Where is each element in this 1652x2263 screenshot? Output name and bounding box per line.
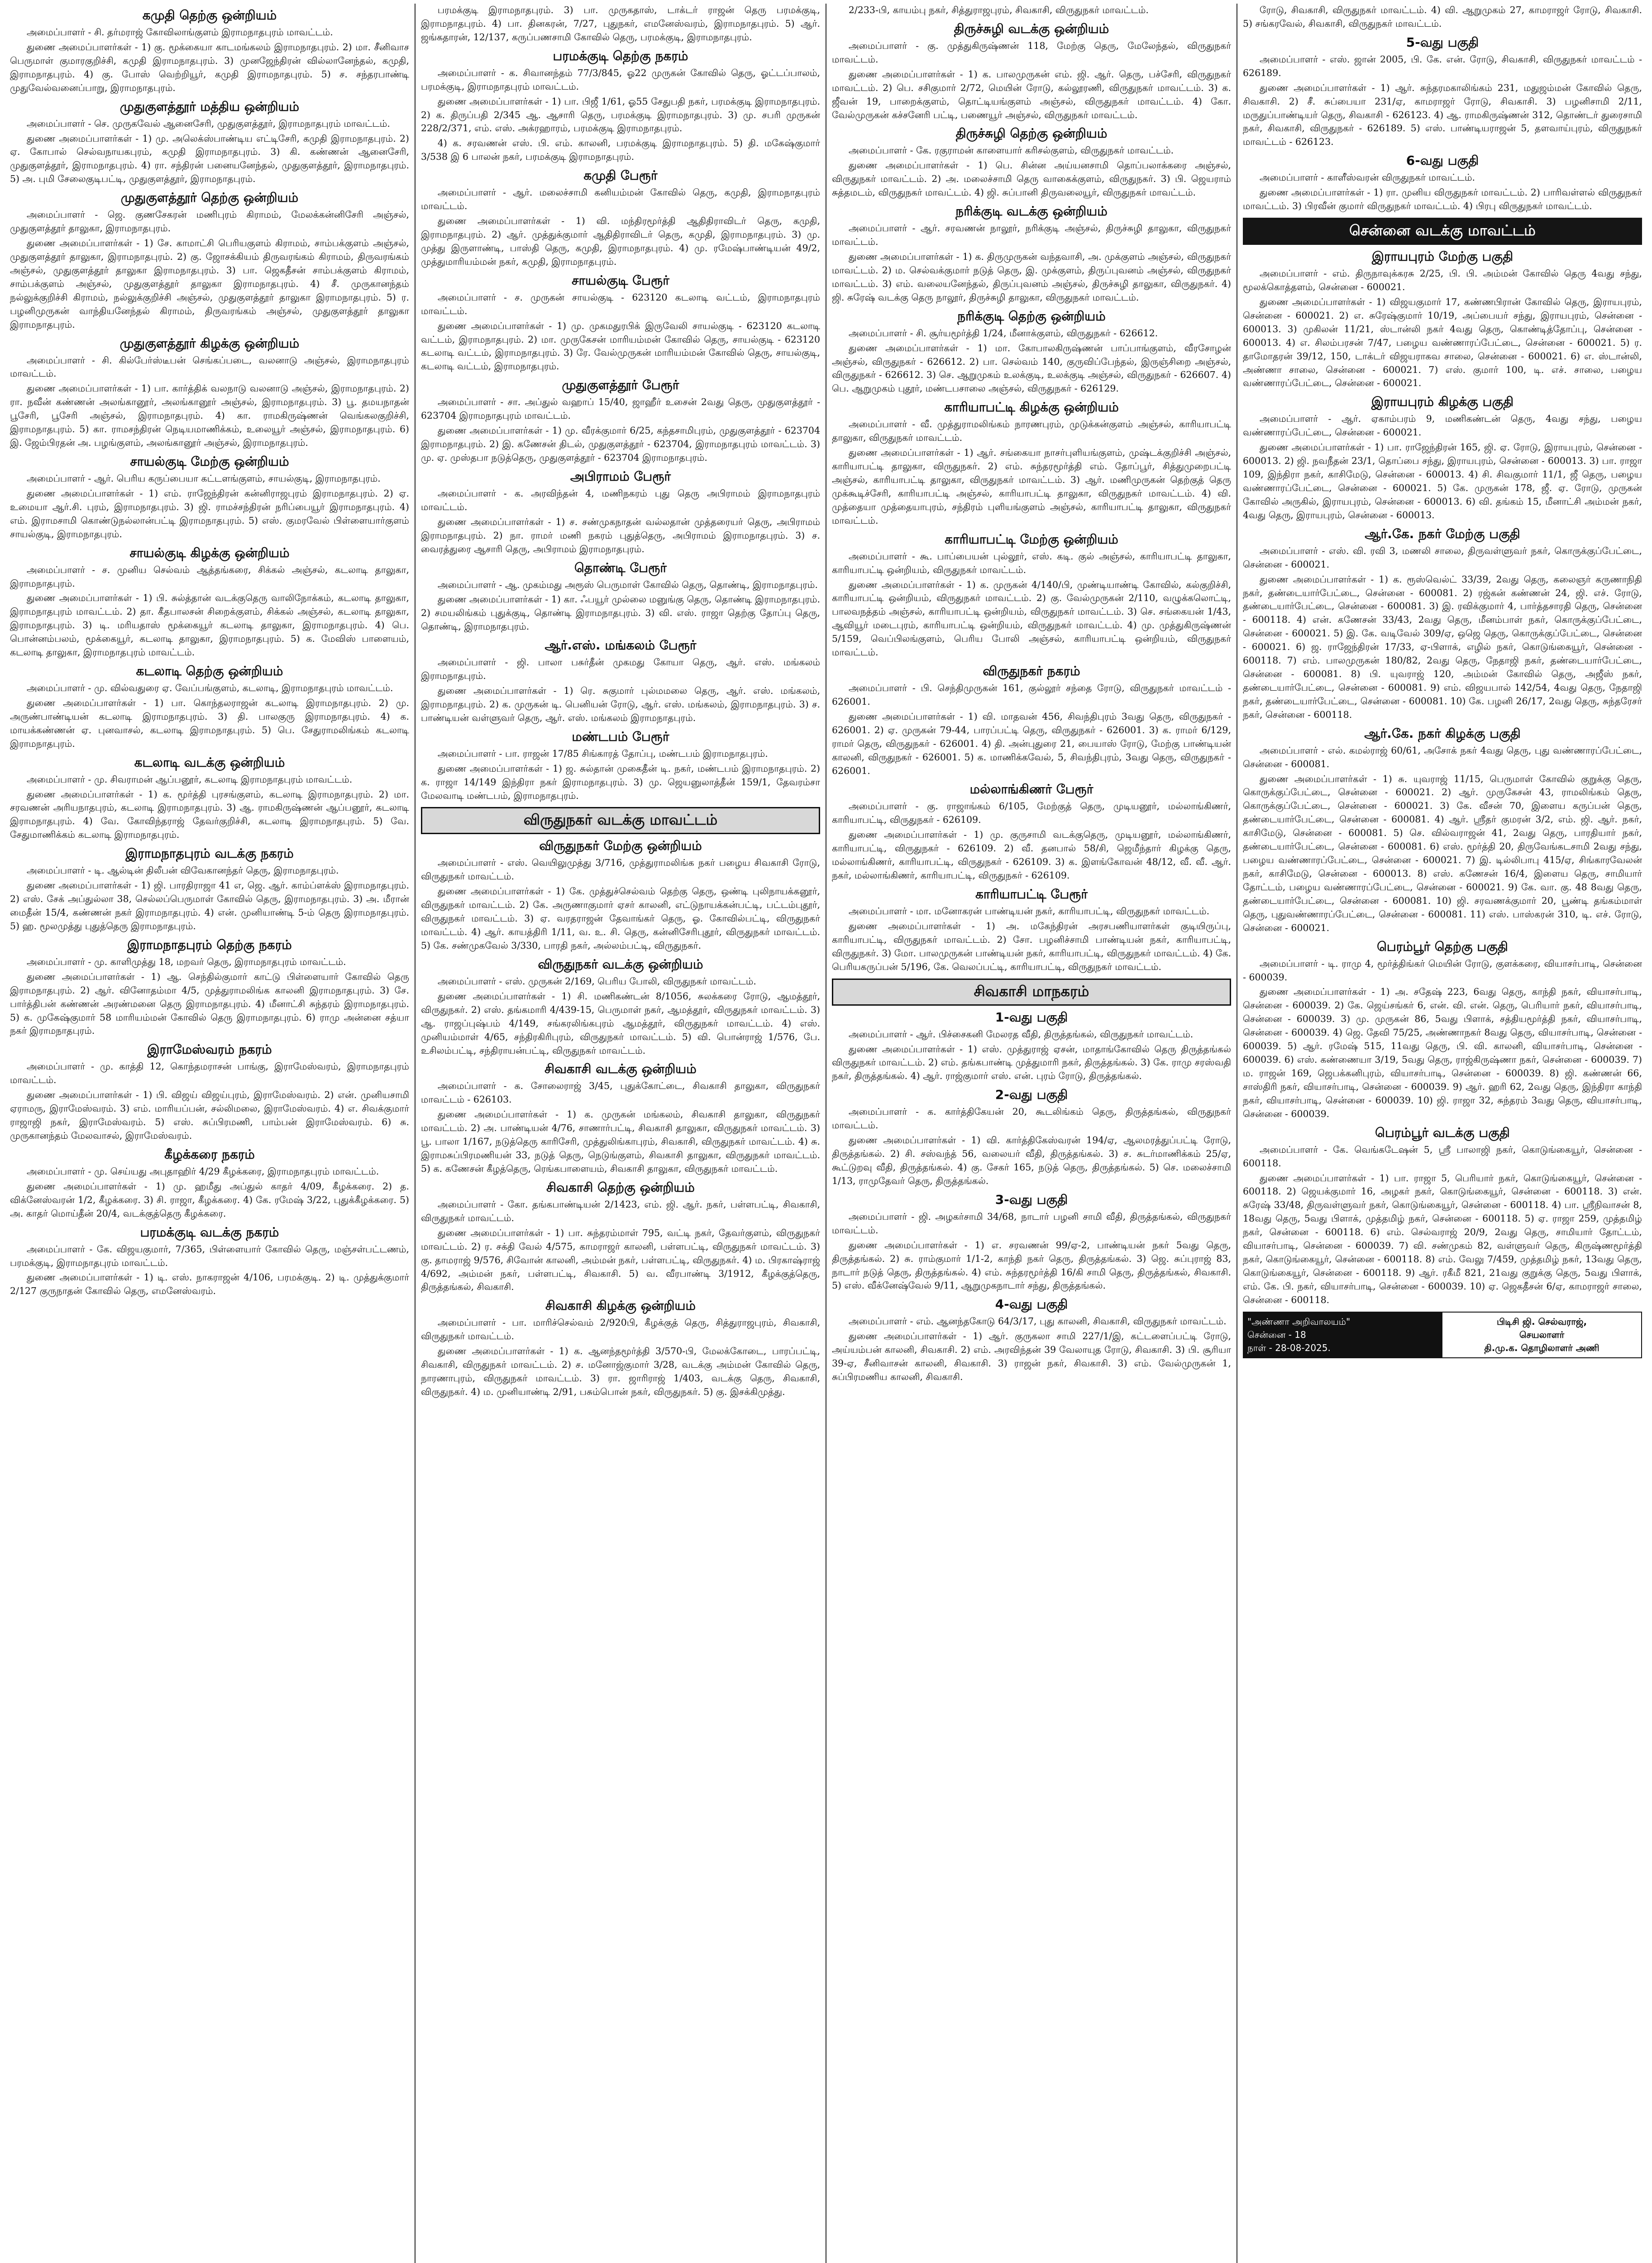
district-banner: விருதுநகர் வடக்கு மாவட்டம் bbox=[421, 807, 820, 834]
member-listing: அமைப்பாளர் - மு. வில்வதுரை ஏ. வேப்பங்குளம், கடலாடி, இராமநாதபுரம் மாவட்டம். bbox=[26, 683, 393, 694]
member-listing: துணை அமைப்பாளர்கள் - 1) மு. குருசாமி வடக்குதெரு, முடியனூர், மல்லாங்கிணர், காரியாபட்டி, விருதுநகர் - 626109. 2) வீ. தனபால் 58/சி, ஜெமீந்தார் கிழக்கு தெரு, மல்லாங்கிணர், காரியாபட்டி, விருதுநகர் - 626109. 3) க. இளங்கோவன் 48/12, வீ. வீ. ஆர். நகர், மல்லாங்கிணர், காரியாபட்டி, விருதுநகர் - 626109. bbox=[832, 829, 1231, 881]
section-title: காரியாபட்டி மேற்கு ஒன்றியம் bbox=[945, 531, 1118, 547]
section-title: 4-வது பகுதி bbox=[995, 1297, 1068, 1312]
section-title: திருச்சுழி வடக்கு ஒன்றியம் bbox=[954, 21, 1109, 36]
member-listing: அமைப்பாளர் - க. அரவிந்தன் 4, மணிநகரம் புது தெரு அபிராமம் இராமநாதபுரம் மாவட்டம். bbox=[421, 487, 820, 512]
member-listing: அமைப்பாளர் - ஆர். மலைச்சாமி கனியம்மன் கோவில் தெரு, கமுதி, இராமநாதபுரம் மாவட்டம். bbox=[421, 187, 820, 212]
member-listing: துணை அமைப்பாளர்கள் - 1) டி. எஸ். நாகராஜன் 4/106, பரமக்குடி. 2) டி. முத்துக்குமார் 2/127 குருநாதன் கோவில் தெரு, எமனேஸ்வரம். bbox=[10, 1272, 409, 1297]
member-listing: அமைப்பாளர் - ச. முருகன் சாயல்குடி - 623120 கடலாடி வட்டம், இராமநாதபுரம் மாவட்டம். bbox=[421, 291, 820, 316]
member-listing: துணை அமைப்பாளர்கள் - 1) ஆ. செந்தில்குமார் காட்டு பிள்ளையார் கோவில் தெரு இராமநாதபுரம். 2) ஆர். வினோதம்மா 4/5, முத்துராமலிங்க காலனி இராமநாதபுரம். 3) சே. பார்த்திபன் கண்ணன் அரண்மனை தெரு இராமநாதபுரம். 4) மீனாட்சி சுந்தரம் இராமநாதபுரம். 5) க. முகேஷ்குமார் 58 மாரியம்மன் கோவில் தெரு இராமநாதபுரம். 6) ராமு அன்னை சத்யா நகர் இராமநாதபுரம். bbox=[10, 971, 409, 1036]
member-listing: துணை அமைப்பாளர்கள் - 1) சி. மணிகண்டன் 8/1056, சுலக்கரை ரோடு, ஆமத்தூர், விருதுநகர். 2) எஸ். தங்கமாரி 4/439-15, பெருமாள் நகர், ஆமத்தூர், விருதுநகர் மாவட்டம். 3) ஆ. ராஜப்புஷ்பம் 4/149, சங்கரலிங்கபுரம் ஆமத்தூர், விருதுநகர் மாவட்டம். 4) எஸ். முனியம்மாள் 4/65, சந்திரகிரிபுரம், விருதுநகர் மாவட்டம். 5) வி. பொன்ராஜ் 1/576, பே. உசிலம்பட்டி, சந்திராயன்பட்டி, விருதுநகர் மாவட்டம். bbox=[421, 990, 820, 1056]
member-listing: அமைப்பாளர் - எல். கமல்ராஜ் 60/61, அசோக் நகர் 4வது தெரு, புது வண்ணாரப்பேட்டை, சென்னை - 600081. bbox=[1243, 745, 1642, 769]
member-listing: துணை அமைப்பாளர்கள் - 1) எஸ். முத்துராஜ் ஏசன், மாதாங்கோவில் தெரு திருத்தங்கல் விருதுநகர் மாவட்டம். 2) எம். தங்கபாண்டி முத்துமாரி நகர், திருத்தங்கல். 3) கே. ராமு சரஸ்வதி நகர், திருத்தங்கல். 4) ஆர். ராஜ்குமார் எஸ். என். புரம் ரோடு, திருத்தங்கல். bbox=[832, 1043, 1231, 1082]
section-title: பெரம்பூர் வடக்கு பகுதி bbox=[1375, 1125, 1510, 1140]
member-listing: அமைப்பாளர் - ஜி. பாலா பசுர்தீன் முகமது கோயா தெரு, ஆர். எஸ். மங்கலம் இராமநாதபுரம். bbox=[421, 657, 820, 682]
section-title: ஆர்.கே. நகர் கிழக்கு பகுதி bbox=[1364, 726, 1521, 741]
member-listing: துணை அமைப்பாளர்கள் - 1) சு. யுவராஜ் 11/15, பெருமாள் கோவில் குறுக்கு தெரு, கொருக்குப்பேட்டை, சென்னை - 600021. 2) ஆர். முருகேசன் 43, ராமலிங்கம் தெரு, கொருக்குப்பேட்டை, சென்னை - 600021. 3) கே. வீசன் 70, இளைய கருப்பன் தெரு, தண்டையார்பேட்டை, சென்னை - 600081. 4) ஆர். ஸ்ரீதர் குமரன் 3/2, எம். ஜி. ஆர். நகர், காசிமேடு, சென்னை - 600081. 5) செ. வில்வராஜன் 41, 2வது தெரு, பாரதியார் நகர், தண்டையார்பேட்டை, சென்னை - 600081. 6) எஸ். மூர்த்தி 20, திருவேங்கடசாமி 2வது சந்து, பழைய வண்ணாரப்பேட்டை, சென்னை - 600021. 7) இ. டில்லிபாபு 415/ஏ, சிங்காரவேலன் நகர், காசிமேடு, சென்னை - 600013. 8) எஸ். கணேசன் 16/4, இளைய தெரு, சாமியார் தோட்டம், பழைய வண்ணாரப்பேட்டை, சென்னை - 600021. 9) கே. வா. கு. 48 8வது தெரு, தண்டையார்பேட்டை, சென்னை - 600081. 10) ஜி. சரவணக்குமார் 20, பூண்டி தங்கம்மாள் தெரு, புதுவண்ணாரப்பேட்டை, சென்னை - 600081. 11) எஸ். பாஸ்கரன் 310, டி. எச். ரோடு, சென்னை - 600021. bbox=[1243, 773, 1642, 933]
section-title: முதுகுளத்தூர் கிழக்கு ஒன்றியம் bbox=[119, 335, 300, 351]
section-title: 3-வது பகுதி bbox=[995, 1192, 1068, 1207]
section-title: கடலாடி வடக்கு ஒன்றியம் bbox=[134, 754, 285, 770]
member-listing: அமைப்பாளர் - க. சோலைராஜ் 3/45, புதுக்கோட்டை, சிவகாசி தாலுகா, விருதுநகர் மாவட்டம் - 626103. bbox=[421, 1080, 820, 1105]
member-listing: துணை அமைப்பாளர்கள் - 1) எம். ராஜேந்திரன் கன்னிராஜபுரம் இராமநாதபுரம். 2) ஏ. உமையா ஆர்.சி. புரம், இராமநாதபுரம். 3) ஜி. ராமச்சந்திரன் நரிப்பையூர் இராமநாதபுரம். 4) எம். இராமசாமி கொண்டுநல்லான்பட்டி இராமநாதபுரம். 5) எஸ். குமரவேல் பிள்ளையார்குளம் சாயல்குடி, இராமநாதபுரம். bbox=[10, 487, 409, 539]
member-listing: அமைப்பாளர் - செ. முருகவேல் ஆனைசேரி, முதுகுளத்தூர், இராமநாதபுரம் மாவட்டம். bbox=[26, 118, 390, 129]
member-listing: துணை அமைப்பாளர்கள் - 1) பா. பிஜீ 1/61, ஓ55 சேதுபதி நகர், பரமக்குடி இராமநாதபுரம். 2) க. திருப்பதி 2/345 ஆ. ஆசாரி தெரு, பரமக்குடி இராமநாதபுரம். 3) மு. சபரி முருகன் 228/2/371, எம். எஸ். அக்ரஹாரம், பரமக்குடி இராமநாதபுரம். bbox=[421, 95, 820, 134]
member-listing: துணை அமைப்பாளர்கள் - 1) வி. கார்த்திகேஸ்வரன் 194/ஏ, ஆலமரத்துப்பட்டி ரோடு, திருத்தங்கல். 2) சி. சஸ்வந்த் 56, வலையர் வீதி, திருத்தங்கல். 3) ச. சுடர்மாணிக்கம் 25/ஏ, கூட்டுறவு வீதி, திருத்தங்கல். 4) கு. சேகர் 165, நடுத் தெரு, திருத்தங்கல். 5) செ. மலைச்சாமி 1/13, ராமுதேவர் தெரு, திருத்தங்கல். bbox=[832, 1135, 1231, 1186]
member-listing: துணை அமைப்பாளர்கள் - 1) பா. கார்த்திக் வலநாடு வலனாடு அஞ்சல், இராமநாதபுரம். 2) ரா. நவீன் கண்ணன் அலங்கானூர், அலங்கானூர் அஞ்சல், இராமநாதபுரம். 3) பூ. தமயநாதன் பூசேரி, பூசேரி அஞ்சல், இராமநாதபுரம். 4) கா. ராமகிருஷ்ணன் வெங்கலகுறிச்சி, இராமநாதபுரம். 5) கா. ராமசந்திரன் நெடியமாணிக்கம், உலையூர் அஞ்சல், இராமநாதபுரம். 6) இ. ஜேம்பிரதன் அ. பழங்குளம், அலங்கானூர் அஞ்சல், இராமநாதபுரம். bbox=[10, 383, 409, 449]
district-banner: சென்னை வடக்கு மாவட்டம் bbox=[1243, 218, 1642, 245]
member-listing: துணை அமைப்பாளர்கள் - 1) அ. மகேந்திரன் அரசபணியாளர்கள் குடியிருப்பு, காரியாபட்டி, விருதுநகர் மாவட்டம். 2) சோ. பழனிச்சாமி பாண்டியன் நகர், காரியாபட்டி, விருதுநகர். 3) மோ. பாலமுருகன் பாண்டியன் நகர், காரியாபட்டி, விருதுநகர் மாவட்டம். 4) கே. பெரியகருப்பன் 5/196, கே. வெலப்பட்டி, காரியாபட்டி, விருதுநகர் மாவட்டம். bbox=[832, 920, 1231, 972]
member-listing: துணை அமைப்பாளர்கள் - 1) பெ. சின்ன அய்யனசாமி தொப்பலாக்கரை அஞ்சல், விருதுநகர் மாவட்டம். 2) அ. மலைச்சாமி தெரு வாகைக்குளம், விருதுநகர். 3) பி. ஜெயராம் சுத்தமடம், விருதுநகர் மாவட்டம். 4) ஜி. சுப்பானி திருவலையூர், விருதுநகர் மாவட்டம். bbox=[832, 160, 1231, 198]
member-listing: அமைப்பாளர் - மு. காத்தி 12, கொந்தமராசன் பாங்கு, இராமேஸ்வரம், இராமநாதபுரம் மாவட்டம். bbox=[10, 1061, 409, 1086]
member-listing: துணை அமைப்பாளர்கள் - 1) கு. மூக்கையா காடமங்கலம் இராமநாதபுரம். 2) மா. சீனிவாச பெருமாள் குமாரகுறிச்சி, கமுதி இராமநாதபுரம். 3) முனஜேந்திரன் வில்லானேந்தல், கமுதி, இராமநாதபுரம். 4) கு. போஸ் வெற்றியூர், கமுதி இராமநாதபுரம். 5) ச. சந்தரபாண்டி முதுவேல்வனைப்பாறு, இராமநாதபுரம். bbox=[10, 41, 409, 93]
member-listing: துணை அமைப்பாளர்கள் - 1) க. முருகன் மங்கலம், சிவகாசி தாலுகா, விருதுநகர் மாவட்டம். 2) அ. பாண்டியன் 4/76, சாணார்பட்டி, சிவகாசி தாலுகா, விருதுநகர் மாவட்டம். 3) பூ. பாலா 1/167, நடுத்தெரு காரிசேரி, முத்துலிங்காபுரம், சிவகாசி, விருதுநகர் மாவட்டம். 4) சு. இராமசுப்பிரமணியன் 33, நடுத் தெரு, நெடுங்குளம், சிவகாசி தாலுகா, விருதுநகர் மாவட்டம். 5) க. கணேசன் கீழத்தெரு, ரெங்கபாளையம், சிவகாசி தாலுகா, விருதுநகர் மாவட்டம். bbox=[421, 1109, 820, 1174]
member-listing: துணை அமைப்பாளர்கள் - 1) ஜி. பாரதிராஜா 41 எ, ஜெ. ஆர். காம்ப்ளக்ஸ் இராமநாதபுரம். 2) எஸ். சேக் அப்துல்லா 38, செல்லப்பெருமாள் கோவில் தெரு, இராமநாதபுரம். 3) அ. மீரான் மைதீன் 15/4, கண்ணன் நகர் இராமநாதபுரம். 4) என். முனியாண்டி 5-ம் தெரு இராமநாதபுரம். 5) ஹ. மூலமுத்து புதுத்தெரு இராமநாதபுரம். bbox=[10, 880, 409, 931]
section-title: கடலாடி தெற்கு ஒன்றியம் bbox=[136, 664, 283, 679]
member-listing: அமைப்பாளர் - சி. கில்பேர்ஸ்டீபன் செங்கப்படை, வலனாடு அஞ்சல், இராமநாதபுரம் மாவட்டம். bbox=[10, 354, 409, 379]
member-listing: அமைப்பாளர் - கோ. தங்கபாண்டியன் 2/1423, எம். ஜி. ஆர். நகர், பள்ளபட்டி, சிவகாசி, விருதுநகர் மாவட்டம். bbox=[421, 1198, 820, 1223]
member-listing: துணை அமைப்பாளர்கள் - 1) மு. வீரக்குமார் 6/25, கந்தசாமிபுரம், முதுகுளத்தூர் - 623704 இராமநாதபுரம். 2) இ. கணேசன் திடல், முதுகுளத்தூர் - 623704, இராமநாதபுரம் மாவட்டம். 3) மு. ஏ. முஸ்தபா நடுத்தெரு, முதுகுளத்தூர் - 623704 இராமநாதபுரம். bbox=[421, 425, 820, 463]
section-title: ஆர்.கே. நகர் மேற்கு பகுதி bbox=[1365, 526, 1520, 541]
member-listing: அமைப்பாளர் - எஸ். வி. ரவி 3, மணலி சாலை, திருவள்ளுவர் நகர், கொருக்குப்பேட்டை, சென்னை - 600021. bbox=[1243, 545, 1642, 570]
footer-signatory bbox=[1442, 1313, 1641, 1357]
member-listing: துணை அமைப்பாளர்கள் - 1) க. மூர்த்தி புரசங்குளம், கடலாடி இராமநாதபுரம். 2) மா. சரவணன் அரியநாதபுரம், கடலாடி இராமநாதபுரம். 3) ஆ. ராமகிருஷ்ணன் ஆப்பனூர், கடலாடி இராமநாதபுரம். 4) வே. கோவிந்தராஜ் தேவர்குறிச்சி, கடலாடி இராமநாதபுரம். 5) வே. சேதுமாணிக்கம் கடலாடி இராமநாதபுரம். bbox=[10, 788, 409, 840]
district-banner: சிவகாசி மாநகரம் bbox=[832, 979, 1231, 1006]
member-listing: துணை அமைப்பாளர்கள் - 1) ரா. முனிய விருதுநகர் மாவட்டம். 2) பாரிவள்ளல் விருதுநகர் மாவட்டம். 3) பிரவீன் குமார் விருதுநகர் மாவட்டம். 4) பிரபு விருதுநகர் மாவட்டம். bbox=[1243, 187, 1642, 212]
section-title: சிவகாசி கிழக்கு ஒன்றியம் bbox=[545, 1298, 696, 1313]
section-title: நரிக்குடி தெற்கு ஒன்றியம் bbox=[957, 308, 1106, 324]
section-title: பரமக்குடி தெற்கு நகரம் bbox=[553, 48, 688, 63]
member-listing: துணை அமைப்பாளர்கள் - 1) எ. சரவணன் 99/ஏ-2, பாண்டியன் நகர் 5வது தெரு, திருத்தங்கல். 2) சு. ராம்குமார் 1/1-2, காந்தி நகர் தெரு, திருத்தங்கல். 3) ஜெ. சுப்புராஜ் 83, நாடார் நடுத் தெரு, திருத்தங்கல். 4) எம். சுந்தரமூர்த்தி 16/கி சாமி தெரு, திருத்தங்கல், சிவகாசி. 5) எஸ். வீக்னேஷ்வேல் 9/11, ஆறுமுகநாடார் சந்து, திருத்தங்கல். bbox=[832, 1239, 1231, 1291]
member-listing: அமைப்பாளர் - பா. ராஜன் 17/85 சிங்காரத் தோப்பு, மண்டபம் இராமநாதபுரம். bbox=[437, 748, 768, 759]
member-listing: துணை அமைப்பாளர்கள் - 1) விஜயகுமார் 17, கண்ணபிரான் கோவில் தெரு, இராயபுரம், சென்னை - 600021. 2) எ. சுரேஷ்குமார் 10/19, அப்பையர் சந்து, இராயபுரம், சென்னை - 600013. 3) முகிலன் 11/21, ஸ்டான்லி நகர் 4வது தெரு, கொண்டித்தோப்பு, சென்னை - 600013. 4) எ. சிலம்பரசன் 7/47, பழைய வண்ணாரப்பேட்டை, சென்னை - 600021. 5) ர. தாமோதரன் 39/12, 150, டாக்டர் விஜயராகவ சாலை, சென்னை - 600021. 6) எ. ஸ்டான்லி, அண்ணா சாலை, சென்னை - 600021. 7) எஸ். குமார் 100, டி. எச். சாலை, பழைய வண்ணாரப்பேட்டை, சென்னை - 600021. bbox=[1243, 296, 1642, 389]
section-title: விருதுநகர் வடக்கு ஒன்றியம் bbox=[538, 956, 703, 972]
section-title: இராமேஸ்வரம் நகரம் bbox=[147, 1042, 272, 1057]
member-listing: துணை அமைப்பாளர்கள் - 1) ஜ. சுல்தான் முகைதீன் டி. நகர், மண்டபம் இராமநாதபுரம். 2) க. ராஜா 14/149 இந்திரா நகர் இராமநாதபுரம். 3) மு. ஜெயனுலாத்தீன் 159/1, தேவரம்சா மேலவாடி மண்டபம், இராமநாதபுரம். bbox=[421, 763, 820, 801]
member-listing: அமைப்பாளர் - காளீஸ்வரன் விருதுநகர் மாவட்டம். bbox=[1259, 172, 1475, 183]
member-listing: துணை அமைப்பாளர்கள் - 1) ஆர். குருகலா சாமி 227/1/இ, கட்டளைப்பட்டி ரோடு, அய்யம்பன் காலனி, சிவகாசி. 2) எம். அரவிந்தன் 39 வேலாயுத ரோடு, சிவகாசி. 3) பி. சூரியா 39-ஏ, சீனிவாசன் காலனி, சிவகாசி. 3) ராஜன் நகர், சிவகாசி. 3) எம். வேல்முருகன் 1, சுப்பிரமணிய காலனி, சிவகாசி. bbox=[832, 1331, 1231, 1383]
member-listing: துணை அமைப்பாளர்கள் - 1) வி. மந்திரமூர்த்தி ஆதிதிராவிடர் தெரு, கமுதி, இராமநாதபுரம். 2) ஆர். முத்துக்குமார் ஆதிதிராவிடர் தெரு, கமுதி, இராமநாதபுரம். 3) மு. முத்து இருளாண்டி, பாஸ்தி தெரு, கமுதி, இராமநாதபுரம். 4) மு. ரமேஷ்பாண்டியன் 49/2, முத்துமாரியம்மன் நகர், கமுதி, இராமநாதபுரம். bbox=[421, 215, 820, 267]
member-listing: துணை அமைப்பாளர்கள் - 1) மு. முகமதுரபிக் இருவேலி சாயல்குடி - 623120 கடலாடி வட்டம், இராமநாதபுரம். 2) மா. முருகேசன் மாரியம்மன் கோவில் தெரு, சாயல்குடி - 623120 கடலாடி வட்டம், இராமநாதபுரம். 3) ரே. வேல்முருகன் மாரியம்மன் கோவில் தெரு, சாயல்குடி, கடலாடி வட்டம், இராமநாதபுரம். bbox=[421, 320, 820, 372]
section-title: சிவகாசி வடக்கு ஒன்றியம் bbox=[544, 1061, 697, 1077]
member-listing: துணை அமைப்பாளர்கள் - 1) க. ஆனந்தமூர்த்தி 3/570-பி, மேலக்கோடை, பாரப்பட்டி, சிவகாசி, விருதுநகர் மாவட்டம். 2) ச. மனோஜ்குமார் 3/28, வடக்கு அம்மன் கோவில் தெரு, நாரணாபுரம், விருதுநகர் மாவட்டம். 3) ரா. ஜாரிராஜ் 1/403, வடக்கு தெரு, சிவகாசி, விருதுநகர். 4) ம. முனியாண்டி 2/91, பசும்பொன் நகர், விருதுநகர். 5) கு. இசக்கிமுத்து. bbox=[421, 1346, 820, 1397]
member-listing: துணை அமைப்பாளர்கள் - 1) பி. சுல்த்தான் வடக்குதெரு வாலிநோக்கம், கடலாடி தாலுகா, இராமநாதபுரம் மாவட்டம். 2) தா. கீதபாலசன் சிறைக்குளம், சிக்கல் அஞ்சல், கடலாடி தாலுகா, இராமநாதபுரம். 3) டி. மரியதாஸ் மூக்கையூர் கடலாடி தாலுகா, இராமநாதபுரம். 4) பெ. பொன்னம்பலம், மூக்கையூர், கடலாடி தாலுகா, இராமநாதபுரம். 5) க. மேவிஸ் பாளையம், கடலாடி தாலுகா, இராமநாதபுரம் மாவட்டம். bbox=[10, 592, 409, 658]
member-listing: அமைப்பாளர் - ஆர். பிச்சைகனி மேலரத வீதி, திருத்தங்கல், விருதுநகர் மாவட்டம். bbox=[848, 1028, 1194, 1040]
member-listing: துணை அமைப்பாளர்கள் - 1) சே. காமாட்சி பெரியகுளம் கிராமம், சாம்பக்குளம் அஞ்சல், முதுகுளத்தூர் தாலுகா, இராமநாதபுரம். 2) கு. ஜோசக்கியம் திருவரங்கம் கிராமம், திருவரங்கம் அஞ்சல், முதுகுளத்தூர் தாலுகா இராமநாதபுரம். 3) பா. ஜெகதீசன் சாம்பக்குளம் கிராமம், சாம்பக்குளம் அஞ்சல், முதுகுளத்தூர் தாலுகா இராமநாதபுரம். 4) சீ. முருகானந்தம் நல்லுக்குறிச்சி கிராமம், நல்லுக்குறிச்சி அஞ்சல், முதுகுளத்தூர் தாலுகா இராமநாதபுரம். 5) ர. பழனிமுருகன் வாந்தியனேந்தல் கிராமம், திருவரங்கம் அஞ்சல், முதுகுளத்தூர் தாலுகா இராமநாதபுரம். bbox=[10, 238, 409, 330]
member-listing: 2/233-பி, காயம்பு நகர், சித்துராஜபுரம், சிவகாசி, விருதுநகர் மாவட்டம். bbox=[848, 5, 1149, 15]
member-listing: அமைப்பாளர் - சா. அப்துல் வஹாப் 15/40, ஜாஹீர் உசைன் 2வது தெரு, முதுகுளத்தூர் - 623704 இராமநாதபுரம் மாவட்டம். bbox=[421, 396, 820, 421]
member-listing: அமைப்பாளர் - மு. செய்யது அபுதாஹிர் 4/29 கீழக்கரை, இராமநாதபுரம் மாவட்டம். bbox=[26, 1165, 379, 1177]
signature-footer bbox=[1243, 1312, 1642, 1358]
section-title: 2-வது பகுதி bbox=[995, 1087, 1068, 1103]
member-listing: 4) க. சரவணன் எஸ். பி. எம். காலனி, பரமக்குடி இராமநாதபுரம். 5) தி. மகேஷ்குமார் 3/538 இ 6 பாலன் நகர், பரமக்குடி இராமநாதபுரம். bbox=[421, 138, 820, 162]
member-listing: பரமக்குடி இராமநாதபுரம். 3) பா. முருகதாஸ், டாக்டர் ராஜன் தெரு பரமக்குடி, இராமநாதபுரம். 4) பா. தினகரன், 7/27, புதுநகர், எமனேஸ்வரம், இராமநாதபுரம். 5) ஆர். ஜங்கதாரன், 12/137, கருப்பணசாமி கோவில் தெரு, பரமக்குடி, இராமநாதபுரம். bbox=[421, 5, 820, 43]
member-listing: அமைப்பாளர் - சி. சூர்யமூர்த்தி 1/24, மீனாக்குளம், விருதுநகர் - 626612. bbox=[848, 327, 1158, 339]
signatory-name: பிடிசி ஜி. செல்வராஜ், bbox=[1496, 1316, 1587, 1327]
section-title: 6-வது பகுதி bbox=[1406, 153, 1479, 168]
member-listing: துணை அமைப்பாளர்கள் - 1) மு. ஹமீது அப்துல் காதர் 4/09, கீழக்கரை. 2) த. விக்னேஸ்வரன் 1/2, கீழக்கரை. 3) சி. ராஜா, கீழக்கரை. 4) கே. ரமேஷ் 3/22, புதுக்கீழக்கரை. 5) அ. காதர் மொய்தீன் 20/4, வடக்குத்தெரு கீழக்கரை. bbox=[10, 1180, 409, 1219]
member-listing: அமைப்பாளர் - வீ. முத்துராமலிங்கம் நாரணபுரம், முடுக்கன்குளம் அஞ்சல், காரியாபட்டி தாலுகா, விருதுநகர் மாவட்டம். bbox=[832, 419, 1231, 444]
section-title: இராமநாதபுரம் வடக்கு நகரம் bbox=[125, 846, 294, 861]
section-title: நரிக்குடி வடக்கு ஒன்றியம் bbox=[955, 204, 1108, 219]
member-listing: துணை அமைப்பாளர்கள் - 1) கா. ஃபயூர் முல்லை மனுங்கு தெரு, தொண்டி இராமநாதபுரம். 2) சமயலிங்கம் புதுக்குடி, தொண்டி இராமநாதபுரம். 3) வி. எஸ். ராஜா தெற்கு தோப்பு தெரு, தொண்டி, இராமநாதபுரம். bbox=[421, 594, 820, 632]
member-listing: துணை அமைப்பாளர்கள் - 1) மா. கோபாலகிருஷ்ணன் பாப்பாங்குளம், வீரசோழன் அஞ்சல், விருதுநகர் - 626612. 2) பா. செல்வம் 140, குருவிப்பேந்தல், இருஞ்சிறை அஞ்சல், விருதுநகர் - 626612. 3) செ. ஆறுமுகம் உலக்குடி, உலக்குடி அஞ்சல், விருதுநகர் - 626607. 4) பெ. ஆறுமுகம் புதூர், மண்டபசாலை அஞ்சல், விருதுநகர் - 626129. bbox=[832, 342, 1231, 394]
member-listing: அமைப்பாளர் - கே. வெங்கடேஷன் 5, ஸ்ரீ பாலாஜி நகர், கொடுங்கையூர், சென்னை - 600118. bbox=[1243, 1144, 1642, 1169]
member-listing: அமைப்பாளர் - எம். திருநாவுக்கரசு 2/25, பி. பி. அம்மன் கோவில் தெரு 4வது சந்து, மூலக்கொத்தளம், சென்னை - 600021. bbox=[1243, 268, 1642, 292]
member-listing: துணை அமைப்பாளர்கள் - 1) ஆர். சங்கையா நாசர்புளியங்குளம், முஷ்டக்குறிச்சி அஞ்சல், காரியாபட்டி தாலுகா, விருதுநகர். 2) எம். சுந்தரமூர்த்தி எம். தோப்பூர், சித்துமுறைபட்டி அஞ்சல், காரியாபட்டி தாலுகா, விருதுநகர் மாவட்டம். 3) ஆர். மணிமுருகன் தெற்குத் தெரு முக்கூடிச்சேரி, காரியாபட்டி அஞ்சல், காரியாபட்டி தாலுகா, விருதுநகர் மாவட்டம். 4) வி. முத்தையா முத்தையாபுரம், சந்திரம் புளியங்குளம் அஞ்சல், காரியாபட்டி தாலுகா, விருதுநகர் மாவட்டம். bbox=[832, 447, 1231, 526]
footer-date: நாள் - 28-08-2025. bbox=[1247, 1342, 1331, 1353]
section-title: பெரம்பூர் தெற்கு பகுதி bbox=[1377, 939, 1508, 954]
section-title: இராயபுரம் மேற்கு பகுதி bbox=[1371, 249, 1514, 264]
member-listing: துணை அமைப்பாளர்கள் - 1) பா. ராஜேந்திரன் 165, ஜி. ஏ. ரோடு, இராயபுரம், சென்னை - 600013. 2) ஜி. நவநீதன் 23/1, தொப்பை சந்து, இராயபுரம், சென்னை - 600013. 3) பா. ராஜா 109, இந்திரா நகர், காசிமேடு, சென்னை - 600013. 4) சி. சிவகுமார் 11/1, ஜீ தெரு, பழைய வண்ணாரப்பேட்டை, சென்னை - 600021. 5) கே. முருகன் 178, ஜீ. ஏ. ரோடு, முருகன் கோவில் அருகில், இராயபுரம், சென்னை - 600013. 6) வி. தங்கம் 15, மீனாட்சி அம்மன் நகர், 4வது தெரு, இராயபுரம், சென்னை - 600013. bbox=[1243, 442, 1642, 520]
section-title: முதுகுளத்தூர் மத்திய ஒன்றியம் bbox=[119, 99, 300, 114]
member-listing: துணை அமைப்பாளர்கள் - 1) பா. சுந்தரம்மாள் 795, வட்டி நகர், தேவர்குளம், விருதுநகர் மாவட்டம். 2) ர. சக்தி வேல் 4/575, காமராஜர் காலனி, பள்ளபட்டி, விருதுநகர் மாவட்டம். 3) கு. தாமராஜ் 9/576, சிவோன் காலனி, அம்மன் நகர், பள்ளபட்டி, விருதுநகர். 4) ம. பிரகாஷ்ராஜ் 4/692, அம்மன் நகர், பள்ளபட்டி, சிவகாசி. 5) வ. வீரபாண்டி 3/1912, கீழக்குத்தெரு, திருத்தங்கல், சிவகாசி. bbox=[421, 1227, 820, 1293]
member-listing: அமைப்பாளர் - எம். ஆனந்தகோடு 64/3/17, புது காலனி, சிவகாசி, விருதுநகர் மாவட்டம். bbox=[848, 1316, 1227, 1327]
signatory-role: செயலாளர் bbox=[1519, 1329, 1565, 1340]
member-listing: துணை அமைப்பாளர்கள் - 1) ரெ. சுகுமார் புல்மமலை தெரு, ஆர். எஸ். மங்கலம், இராமநாதபுரம். 2) க. முருகன் டி. பெனியன் ரோடு, ஆர். எஸ். மங்கலம், இராமநாதபுரம். 3) ச. பாண்டியன் வள்ளுவர் தெரு, ஆர். எஸ். மங்கலம் இராமநாதபுரம். bbox=[421, 685, 820, 723]
member-listing: அமைப்பாளர் - மு. காளிமுத்து 18, மறவர் தெரு, இராமநாதபுரம் மாவட்டம். bbox=[26, 956, 346, 967]
section-title: மண்டபம் பேரூர் bbox=[572, 729, 669, 744]
member-listing: அமைப்பாளர் - டி. ஆல்டின் திலீபன் விவேகானந்தர் தெரு, இராமநாதபுரம். bbox=[26, 865, 339, 876]
member-listing: அமைப்பாளர் - ச. முனிய செல்வம் ஆத்தங்கரை, சிக்கல் அஞ்சல், கடலாடி தாலுகா, இராமநாதபுரம். bbox=[10, 564, 409, 589]
member-listing: அமைப்பாளர் - டி. ராமு 4, மூர்த்திங்கர் மெயின் ரோடு, குளக்கரை, வியாசர்பாடி, சென்னை - 600039. bbox=[1243, 958, 1642, 983]
member-listing: அமைப்பாளர் - ஜெ. குணசேகரன் மணிபுரம் கிராமம், மேலக்கன்னிசேரி அஞ்சல், முதுகுளத்தூர் தாலுகா, இராமநாதபுரம். bbox=[10, 209, 409, 234]
section-title: இராமநாதபுரம் தெற்கு நகரம் bbox=[127, 937, 292, 952]
section-title: சாயல்குடி கிழக்கு ஒன்றியம் bbox=[129, 545, 290, 560]
section-title: அபிராமம் பேரூர் bbox=[570, 468, 671, 484]
section-title: ஆர்.எஸ். மங்கலம் பேரூர் bbox=[544, 638, 697, 653]
section-title: கமுதி பேரூர் bbox=[583, 168, 658, 183]
section-title: கீழக்கரை நகரம் bbox=[164, 1146, 255, 1162]
member-listing: அமைப்பாளர் - கே. ரகுராமன் காளையார் கரிசல்குளம், விருதுநகர் மாவட்டம். bbox=[848, 145, 1174, 156]
member-listing: அமைப்பாளர் - ஆர். ஏகாம்பரம் 9, மணிகண்டன் தெரு, 4வது சந்து, பழைய வண்ணாரப்பேட்டை, சென்னை - 600021. bbox=[1243, 413, 1642, 438]
column-3 bbox=[826, 4, 1237, 2263]
member-listing: துணை அமைப்பாளர்கள் - 1) க. திருமுருகன் வந்தவாசி, அ. முக்குளம் அஞ்சல், விருதுநகர் மாவட்டம். 2) ம. செல்வக்குமார் நடுத் தெரு, இ. முக்குளம், திருப்புவனம் அஞ்சல், விருதுநகர் மாவட்டம். 3) எம். வலையனேந்தல், திருப்புவனம் அஞ்சல், திருச்சுழி தாலுகா, விருதுநகர். 4) ஜி. சுரேஷ் வடக்கு தெரு நாலூர், திருச்சுழி தாலுகா, விருதுநகர் மாவட்டம். bbox=[832, 251, 1231, 303]
section-title: விருதுநகர் மேற்கு ஒன்றியம் bbox=[539, 838, 702, 854]
member-listing: துணை அமைப்பாளர்கள் - 1) பா. ராஜா 5, பெரியார் நகர், கொடுங்கையூர், சென்னை - 600118. 2) ஜெயக்குமார் 16, அழகர் நகர், கொடுங்கையூர், சென்னை - 600118. 3) என். சுரேஷ் 33/48, திருவள்ளுவர் நகர், கொடுங்கையூர், சென்னை - 600118. 4) பா. ஸ்ரீநிவாசன் 8, 18வது தெரு, 5வது பிளாக், முத்தமிழ் நகர், சென்னை - 600118. 5) ஏ. ராஜா 259, முத்தமிழ் நகர், சென்னை - 600118. 6) எம். செல்வராஜ் 20/9, 2வது தெரு, சாமியார் தோட்டம், வியாசர்பாடி, சென்னை - 600039. 7) வி. சண்முகம் 82, வள்ளுவர் தெரு, கிருஷ்ணமூர்த்தி நகர், கொடுங்கையூர், சென்னை - 600118. 8) எம். வேலு 7/459, முத்தமிழ் நகர், 13வது தெரு, கொடுங்கையூர், சென்னை - 600118. 9) ஆர். ரகீமீ 821, 21வது குறுக்கு தெரு, 5வது பிளாக், எம். கே. பி. நகர், வியாசர்பாடி, சென்னை - 600039. 10) ஏ. ஜெகதீசன் 6/ஏ, காமராஜர் சாலை, சென்னை - 600118. bbox=[1243, 1172, 1642, 1305]
member-listing: அமைப்பாளர் - கு. முத்துகிருஷ்ணன் 118, மேற்கு தெரு, மேலேந்தல், விருதுநகர் மாவட்டம். bbox=[832, 40, 1231, 65]
section-title: இராயபுரம் கிழக்கு பகுதி bbox=[1371, 394, 1514, 410]
section-title: தொண்டி பேரூர் bbox=[574, 560, 667, 575]
footer-city: சென்னை - 18 bbox=[1247, 1329, 1306, 1340]
member-listing: அமைப்பாளர் - கு. ராஜாங்கம் 6/105, மேற்குத் தெரு, முடியனூர், மல்லாங்கிணர், காரியாபட்டி, விருதுநகர் - 626109. bbox=[832, 801, 1231, 826]
member-listing: அமைப்பாளர் - பா. மாரிச்செல்வம் 2/920பி, கீழக்குத் தெரு, சித்துராஜபுரம், சிவகாசி, விருதுநகர் மாவட்டம். bbox=[421, 1317, 820, 1342]
member-listing: அமைப்பாளர் - ஆர். சரவணன் நாலூர், நரிக்குடி அஞ்சல், திருச்சுழி தாலுகா, விருதுநகர் மாவட்டம். bbox=[832, 223, 1231, 248]
member-listing: துணை அமைப்பாளர்கள் - 1) வி. மாதவன் 456, சிவந்திபுரம் 3வது தெரு, விருதுநகர் - 626001. 2) ஏ. முருகன் 79-44, பாரப்பட்டி தெரு, விருதுநகர் - 626001. 3) க. ராமர் 6/129, ராமர் தெரு, விருதுநகர் - 626001. 4) தி. அன்புதுரை 21, பையாஸ் ரோடு, மேற்கு பாண்டியன் காலனி, விருதுநகர் - 626001. 5) க. மாணிக்கவேல், 5, சிவந்திபுரம், 3வது தெரு, விருதுநகர் - 626001. bbox=[832, 711, 1231, 776]
section-title: 5-வது பகுதி bbox=[1406, 34, 1479, 50]
member-listing: ரோடு, சிவகாசி, விருதுநகர் மாவட்டம். 4) வி. ஆறுமுகம் 27, காமராஜர் ரோடு, சிவகாசி. 5) சங்கரவேல், சிவகாசி, விருதுநகர் மாவட்டம். bbox=[1243, 5, 1642, 29]
section-title: காரியாபட்டி பேரூர் bbox=[975, 887, 1088, 902]
member-listing: அமைப்பாளர் - ஆர். பெரிய கருப்பையா கட்டளங்குளம், சாயல்குடி, இராமநாதபுரம். bbox=[26, 473, 381, 484]
section-title: முதுகுளத்தூர் பேரூர் bbox=[562, 377, 679, 393]
member-listing: துணை அமைப்பாளர்கள் - 1) பி. விஜய் விஜய்புரம், இராமேஸ்வரம். 2) என். முனியசாமி ஏராமரு, இராமேஸ்வரம். 3) எம். மாரியப்பன், சல்லிமலை, இராமேஸ்வரம். 4) எ. சிவக்குமார் ராஜாஜி நகர், இராமேஸ்வரம். 5) எஸ். சுப்பிரமணி, பாம்பன் இராமேஸ்வரம். 6) சு. முருகானந்தம் மேலவாசல், இராமேஸ்வரம். bbox=[10, 1089, 409, 1141]
member-listing: அமைப்பாளர் - எஸ். ஜான் 2005, பி. கே. என். ரோடு, சிவகாசி, விருதுநகர் மாவட்டம் - 626189. bbox=[1243, 53, 1642, 78]
member-listing: துணை அமைப்பாளர்கள் - 1) கே. முத்துச்செல்வம் தெற்கு தெரு, ஒண்டி புலிநாயக்கனூர், விருதுநகர் மாவட்டம். 2) கே. அருணாகுமார் ஏசர் காலனி, எட்டுநாயக்கன்பட்டி, பட்டம்புதூர், விருதுநகர் மாவட்டம். 3) ஏ. வரதராஜன் தேவாங்கர் தெரு, ஓ. கோவில்பட்டி, விருதுநகர் மாவட்டம். 4) ஆர். காயத்திரி 1/11, வ. உ. சி. தெரு, கன்னிசேரிபுதூர், விருதுநகர் மாவட்டம். 5) கே. சண்முகவேல் 3/330, பாரதி நகர், அல்லம்பட்டி, விருதுநகர். bbox=[421, 886, 820, 951]
member-listing: அமைப்பாளர் - கே. விஜயகுமார், 7/365, பிள்ளையார் கோவில் தெரு, மஞ்சள்பட்டணம், பரமக்குடி, இராமநாதபுரம் மாவட்டம். bbox=[10, 1243, 409, 1268]
member-listing: அமைப்பாளர் - கூ. பாப்பையன் புல்லூர், எஸ். கடி. குல் அஞ்சல், காரியாபட்டி தாலுகா, காரியாபட்டி ஒன்றியம், விருதுநகர் மாவட்டம். bbox=[832, 550, 1231, 575]
footer-office: "அண்ணா அறிவாலயம்" bbox=[1247, 1316, 1351, 1327]
section-title: கமுதி தெற்கு ஒன்றியம் bbox=[142, 8, 277, 23]
section-title: முதுகுளத்தூர் தெற்கு ஒன்றியம் bbox=[120, 190, 299, 205]
member-listing: துணை அமைப்பாளர்கள் - 1) க. பாலமுருகன் எம். ஜி. ஆர். தெரு, பச்சேரி, விருதுநகர் மாவட்டம். 2) பெ. சசிகுமார் 2/72, மெயின் ரோடு, கல்லூரணி, விருதுநகர் மாவட்டம். 3) க. ஜீவன் 19, பாறைக்குளம், தொட்டியங்குளம் அஞ்சல், விருதுநகர் மாவட்டம். 4) கோ. வேல்முருகன் கச்சனேரி பட்டி, பணையூர் அஞ்சல், விருதுநகர் மாவட்டம். bbox=[832, 68, 1231, 120]
member-listing: அமைப்பாளர் - எஸ். வெயிலுமுத்து 3/716, முத்துராமலிங்க நகர் பழைய சிவகாசி ரோடு, விருதுநகர் மாவட்டம். bbox=[421, 857, 820, 882]
section-title: திருச்சுழி தெற்கு ஒன்றியம் bbox=[955, 126, 1108, 141]
column-2 bbox=[415, 4, 826, 2263]
member-listing: துணை அமைப்பாளர்கள் - 1) மு. அலெக்ஸ்பாண்டிய எட்டிசேரி, கமுதி இராமநாதபுரம். 2) ஏ. கோபால் செல்வநாயகபுரம், கமுதி இராமநாதபுரம். 3) கி. கண்ணன் ஆனைசேரி, முதுகுளத்தூர், இராமநாதபுரம். 4) ரா. சந்திரன் பனையனேந்தல், முதுகுளத்தூர், இராமநாதபுரம். 5) அ. புமி சேலைகுடிபட்டி, முதுகுளத்தூர், இராமநாதபுரம். bbox=[10, 133, 409, 185]
member-listing: அமைப்பாளர் - மு. சிவராமன் ஆப்பனூர், கடலாடி இராமநாதபுரம் மாவட்டம். bbox=[26, 773, 353, 785]
section-title: பரமக்குடி வடக்கு நகரம் bbox=[140, 1224, 279, 1240]
column-1 bbox=[5, 4, 415, 2263]
section-title: சாயல்குடி மேற்கு ஒன்றியம் bbox=[130, 454, 289, 469]
section-title: விருதுநகர் நகரம் bbox=[983, 664, 1080, 679]
section-title: மல்லாங்கிணர் பேரூர் bbox=[969, 782, 1093, 797]
member-listing: அமைப்பாளர் - க. சிவானந்தம் 77/3/845, ஓ22 முருகன் கோவில் தெரு, ஓட்டப்பாலம், பரமக்குடி, இராமநாதபுரம் மாவட்டம். bbox=[421, 67, 820, 92]
member-listing: துணை அமைப்பாளர்கள் - 1) ச. சண்முகநாதன் வல்லதான் முத்தரையர் தெரு, அபிராமம் இராமநாதபுரம். 2) நா. ராமர் மணி நகரம் புதுத்தெரு, அபிராமம் இராமநாதபுரம். 3) ச. வைரத்துரை ஆசாரி தெரு, அபிராமம் இராமநாதபுரம். bbox=[421, 516, 820, 554]
section-title: சாயல்குடி பேரூர் bbox=[572, 272, 669, 288]
member-listing: அமைப்பாளர் - மா. மனோகரன் பாண்டியன் நகர், காரியாபட்டி, விருதுநகர் மாவட்டம். bbox=[848, 906, 1210, 917]
member-listing: துணை அமைப்பாளர்கள் - 1) ஆர். சுந்தரமகாலிங்கம் 231, மதுஜம்மன் கோவில் தெரு, சிவகாசி. 2) சீ. சுப்பையா 231/ஏ, காமராஜர் ரோடு, சிவகாசி. 3) பழனிசாமி 2/11, மருதுப்பாண்டியர் தெரு, சிவகாசி - 626123. 4) ஆ. ராமகிருஷ்ணன் 312, தொண்டர் துரைசாமி நகர், சிவகாசி, விருதுநகர் - 626189. 5) எஸ். பாண்டியராஜன் 5, தளவாய்புரம், விருதுநகர் மாவட்டம் - 626123. bbox=[1243, 82, 1642, 148]
footer-address bbox=[1244, 1313, 1442, 1357]
member-listing: அமைப்பாளர் - எஸ். முருகன் 2/169, பெரிய போலி, விருதுநகர் மாவட்டம். bbox=[437, 975, 756, 987]
member-listing: அமைப்பாளர் - சி. தர்மராஜ் கோவிலாங்குளம் இராமநாதபுரம் மாவட்டம். bbox=[26, 27, 333, 38]
member-listing: அமைப்பாளர் - பி. செந்திமுருகன் 161, குல்லூர் சந்தை ரோடு, விருதுநகர் மாவட்டம் - 626001. bbox=[832, 683, 1231, 707]
member-listing: அமைப்பாளர் - ஜி. அழகர்சாமி 34/68, நாடார் பழனி சாமி வீதி, திருத்தங்கல், விருதுநகர் மாவட்டம். bbox=[832, 1211, 1231, 1236]
member-listing: அமைப்பாளர் - ஆ. முகம்மது அரூஸ் பெருமாள் கோவில் தெரு, தொண்டி, இராமநாதபுரம். bbox=[437, 579, 818, 590]
section-title: 1-வது பகுதி bbox=[995, 1009, 1068, 1025]
signatory-wing: தி.மு.க. தொழிலாளர் அணி bbox=[1484, 1342, 1599, 1353]
member-listing: அமைப்பாளர் - க. கார்த்திகேயன் 20, கூடலிங்கம் தெரு, திருத்தங்கல், விருதுநகர் மாவட்டம். bbox=[832, 1106, 1231, 1131]
section-title: சிவகாசி தெற்கு ஒன்றியம் bbox=[546, 1179, 695, 1195]
member-listing: துணை அமைப்பாளர்கள் - 1) பா. கொந்தலராஜன் கடலாடி இராமநாதபுரம். 2) மு. அருண்பாண்டியன் கடலாடி இராமநாதபுரம். 3) தி. பாலகுரு இராமநாதபுரம். 4) க. மாயக்கண்ணன் ஏ. புனவாசல், கடலாடி இராமநாதபுரம். 5) பெ. சேதுராமலிங்கம் கடலாடி இராமநாதபுரம். bbox=[10, 697, 409, 749]
section-title: காரியாபட்டி கிழக்கு ஒன்றியம் bbox=[944, 400, 1119, 415]
member-listing: துணை அமைப்பாளர்கள் - 1) க. ரூஸ்வெல்ட் 33/39, 2வது தெரு, கலைஞர் கருணாநிதி நகர், தண்டையார்பேட்டை, சென்னை - 600081. 2) ரஜ்கன் கண்ணன் 24, ஜி. எச். ரோடு, தண்டையார்பேட்டை, சென்னை - 600081. 3) இ. ரவிக்குமார் 4, பார்த்தசாரதி தெரு, சென்னை - 600118. 4) என். கணேசன் 33/43, 2வது தெரு, மீனம்பாள் நகர், கொருக்குப்பேட்டை, சென்னை - 600021. 5) இ. கே. வடிவேல் 309/ஏ, ஒஜெ தெரு, கொருக்குப்பேட்டை, சென்னை - 600021. 6) ஜ. ராஜேந்திரன் 17/33, ஏ-பிளாக், எழில் நகர், கொடுங்கையூர், சென்னை - 600118. 7) எம். பாலமுருகன் 180/82, 2வது தெரு, நேதாஜி நகர், தண்டையார்பேட்டை, சென்னை - 600081. 8) பி. யுவராஜ் 120, அம்மன் கோவில் தெரு, அஜீஸ் நகர், தண்டையார்பேட்டை, சென்னை - 600081. 9) எம். விஜயபால் 142/54, 4வது தெரு, நேதாஜி நகர், தண்டையார்பேட்டை, சென்னை - 600081. 10) கே. பழனி 26/17, 2வது தெரு, சுந்தரேசர் நகர், சென்னை - 600118. bbox=[1243, 573, 1642, 720]
member-listing: துணை அமைப்பாளர்கள் - 1) க. முருகன் 4/140/பி, முண்டியாண்டி கோவில், கல்குறிச்சி, காரியாபட்டி ஒன்றியம், விருதுநகர் மாவட்டம். 2) கு. வேல்முருகன் 2/110, வழுக்கலொட்டி, பாலவநத்தம் அஞ்சல், காரியாபட்டி ஒன்றியம், விருதுநகர் மாவட்டம். 3) செ. சங்கையன் 1/43, ஆவியூர் மடைபுரம், காரியாபட்டி ஒன்றியம், விருதுநகர் மாவட்டம். 4) மு. முத்துகிருஷ்ணன் 5/159, வெப்பிலங்குளம், பெரிய போலி அஞ்சல், காரியாபட்டி ஒன்றியம், விருதுநகர் மாவட்டம். bbox=[832, 579, 1231, 658]
column-4 bbox=[1237, 4, 1647, 2263]
member-listing: துணை அமைப்பாளர்கள் - 1) அ. சதேஷ் 223, 6வது தெரு, காந்தி நகர், வியாசர்பாடி, சென்னை - 600039. 2) கே. ஜெய்சங்கர் 6, என். வி. என். தெரு, பெரியார் நகர், வியாசர்பாடி, சென்னை - 600039. 3) மு. முருகன் 86, 5வது பிளாக், சத்தியமூர்த்தி நகர், வியாசர்பாடி, சென்னை - 600039. 4) ஜெ. தேவி 75/25, அண்ணாநகர் 8வது தெரு, வியாசர்பாடி, சென்னை - 600039. 5) ஆர். ரமேஷ் 515, 11வது தெரு, பி. வி. காலனி, வியாசர்பாடி, சென்னை - 600039. 6) எஸ். கண்ணையா 3/19, 5வது தெரு, ராஜ்கிருஷ்ணா நகர், சென்னை - 600039. 7) ம. ராஜன் 169, ஜெபக்கனிபுரம், வியாசர்பாடி, சென்னை - 600039. 8) ஜி. கண்ணன் 66, சாஸ்திரி நகர், வியாசர்பாடி, சென்னை - 600039. 9) ஆர். ஹரி 62, 2வது தெரு, இந்திரா காந்தி நகர், வியாசர்பாடி, சென்னை - 600039. 10) ஜி. ராஜா 32, சுந்தரம் 3வது தெரு, வியாசர்பாடி, சென்னை - 600039. bbox=[1243, 986, 1642, 1119]
